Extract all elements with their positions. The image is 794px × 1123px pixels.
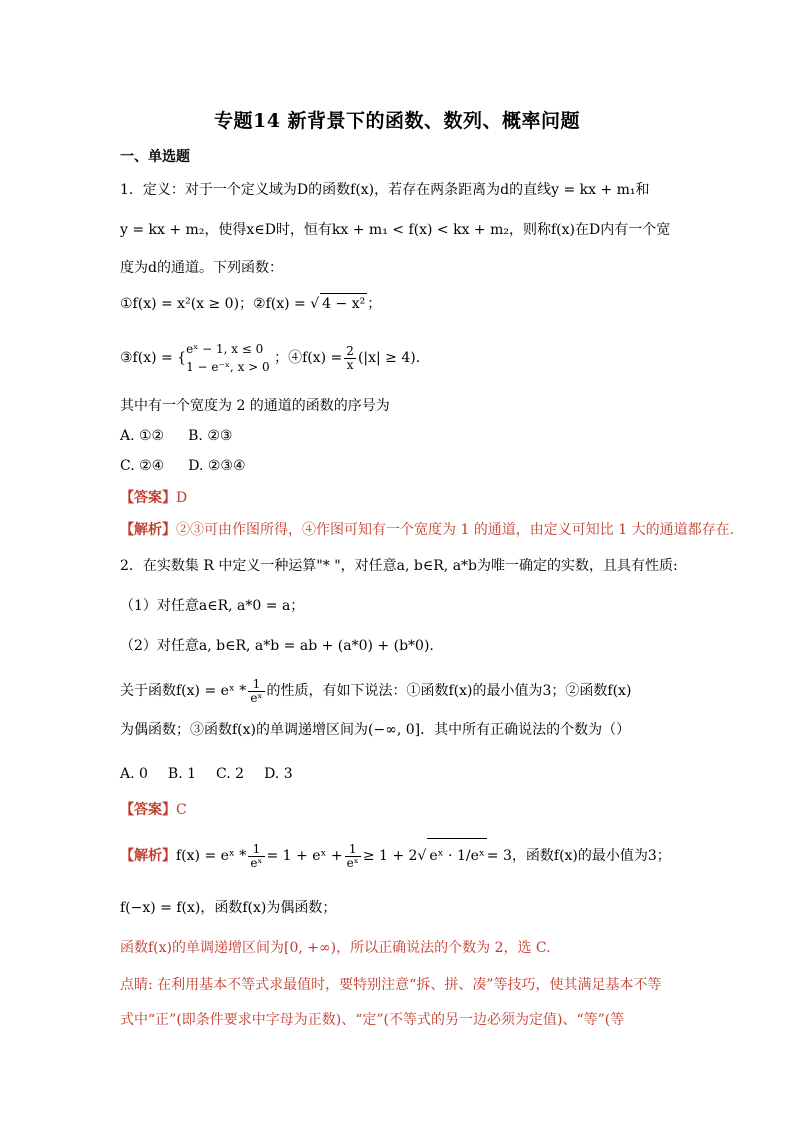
q2-property2: （2）对任意a, b∈R, a*b = ab + (a*0) + (b*0). — [120, 638, 434, 654]
q2-answer-value: C — [176, 802, 187, 818]
q2-analysis-line1: 【解析】f(x) = eˣ * $\frac{1}{\text{eˣ}}$ = 1 + eˣ + $\frac{1}{\text{eˣ}}$ ≥ 1 + 2√ eˣ · 1/eˣ = 3，函数f(x)的最小值为3； — [120, 838, 671, 873]
q2-option-a: A. 0 — [120, 766, 148, 782]
q1-options-row1 — [120, 426, 232, 446]
q2-analysis-line2: f(−x) = f(x)，函数f(x)为偶函数； — [120, 900, 337, 916]
q2-l3-post: 的性质，有如下说法：①函数f(x)的最小值为3；②函数f(x) — [266, 683, 632, 699]
q2-a1-fraction2 — [345, 843, 361, 870]
q1-f3-cases — [186, 340, 270, 376]
section-heading: 一、单选题 — [120, 149, 190, 165]
q1-answer-label: 【答案】 — [120, 490, 176, 506]
q2-a1-post: = 3，函数f(x)的最小值为3； — [486, 848, 671, 864]
q1-analysis-text: ②③可由作图所得，④作图可知有一个宽度为 1 的通道，由定义可知比 1 大的通道都存在. — [176, 522, 735, 538]
q2-a1-mid2: ≥ 1 + 2 — [362, 848, 418, 864]
q1-options-row2 — [120, 456, 246, 476]
q1-line1: 1．定义：对于一个定义域为D的函数f(x)，若存在两条距离为d的直线y = kx + m₁和 — [120, 182, 650, 198]
q2-tip-line2: 式中“正”(即条件要求中字母为正数)、“定”(不等式的另一边必须为定值)、“等”(等 — [120, 1012, 625, 1028]
q2-a1-fraction1 — [248, 843, 264, 870]
q2-line3 — [120, 676, 631, 706]
q2-analysis-label: 【解析】 — [120, 848, 176, 864]
q2-options — [120, 764, 293, 784]
q1-option-d: D. ②③④ — [188, 458, 246, 474]
q2-analysis-line3: 函数f(x)的单调递增区间为[0, +∞)，所以正确说法的个数为 2，选 C. — [120, 940, 551, 956]
q2-property1: （1）对任意a∈R, a*0 = a； — [120, 598, 305, 614]
q1-stem: 其中有一个宽度为 2 的通道的函数的序号为 — [120, 398, 390, 414]
q1-f4-label: ；④f(x) = — [274, 350, 343, 366]
q2-l3-num: 1 — [248, 678, 264, 692]
q1-line3: 度为d的通道。下列函数： — [120, 260, 283, 276]
q1-line2: y = kx + m₂，使得x∈D时，恒有kx + m₁ < f(x) < kx + m₂，则称f(x)在D内有一个宽 — [120, 222, 671, 238]
q1-option-c: C. ②④ — [120, 458, 165, 474]
q1-f2-radicand: 4 − x² — [320, 293, 367, 314]
q1-f4-num: 2 — [346, 343, 354, 358]
q1-f4-fraction — [344, 345, 356, 372]
q2-a1-num2: 1 — [345, 843, 361, 857]
q1-functions-1-2: ①f(x) = x²(x ≥ 0)；②f(x) = √ 4 − x² ； — [120, 293, 381, 314]
q1-answer — [120, 488, 187, 508]
q1-f1-end: ； — [367, 296, 382, 312]
page-title: 专题14 新背景下的函数、数列、概率问题 — [213, 110, 581, 132]
q2-option-b: B. 1 — [167, 766, 197, 782]
q2-a1-sqrt: eˣ · 1/eˣ — [427, 838, 486, 873]
q2-a1-den1: eˣ — [250, 855, 263, 870]
q1-f1: ①f(x) = x²(x ≥ 0)；②f(x) = — [120, 296, 311, 312]
q2-option-d: D. 3 — [264, 766, 293, 782]
q1-f3-case2: 1 − e⁻ˣ, x > 0 — [186, 360, 270, 374]
q2-line4: 为偶函数；③函数f(x)的单调递增区间为(−∞, 0]．其中所有正确说法的个数为（） — [120, 722, 631, 738]
q2-a1-mid: = 1 + eˣ + — [266, 848, 343, 864]
q2-l3-fraction — [248, 678, 264, 705]
q1-answer-value: D — [176, 490, 188, 506]
q2-l3-pre: 关于函数f(x) = eˣ * — [120, 683, 247, 699]
q1-option-b: B. ②③ — [188, 428, 233, 444]
q1-f3-case1: eˣ − 1, x ≤ 0 — [186, 342, 264, 356]
q2-l3-den: eˣ — [250, 690, 263, 705]
q1-f4-den: x — [346, 357, 354, 372]
q2-answer-label: 【答案】 — [120, 802, 176, 818]
q1-f4-domain: (|x| ≥ 4). — [357, 350, 421, 366]
q2-line1: 2．在实数集 R 中定义一种运算"* "，对任意a, b∈R, a*b为唯一确定的实数，且具有性质: — [120, 558, 678, 574]
q1-analysis — [120, 520, 734, 540]
q1-f3-label: ③f(x) = { — [120, 350, 187, 366]
q1-functions-3-4 — [120, 336, 420, 380]
q1-analysis-label: 【解析】 — [120, 522, 176, 538]
q2-answer — [120, 800, 187, 820]
q2-a1-num1: 1 — [248, 843, 264, 857]
q1-option-a: A. ①② — [120, 428, 165, 444]
q2-a1-pre: f(x) = eˣ * — [176, 848, 247, 864]
q2-tip-line1: 点睛: 在利用基本不等式求最值时，要特别注意“拆、拼、凑”等技巧，使其满足基本不等 — [120, 977, 662, 993]
q2-option-c: C. 2 — [216, 766, 245, 782]
q2-a1-den2: eˣ — [346, 855, 359, 870]
